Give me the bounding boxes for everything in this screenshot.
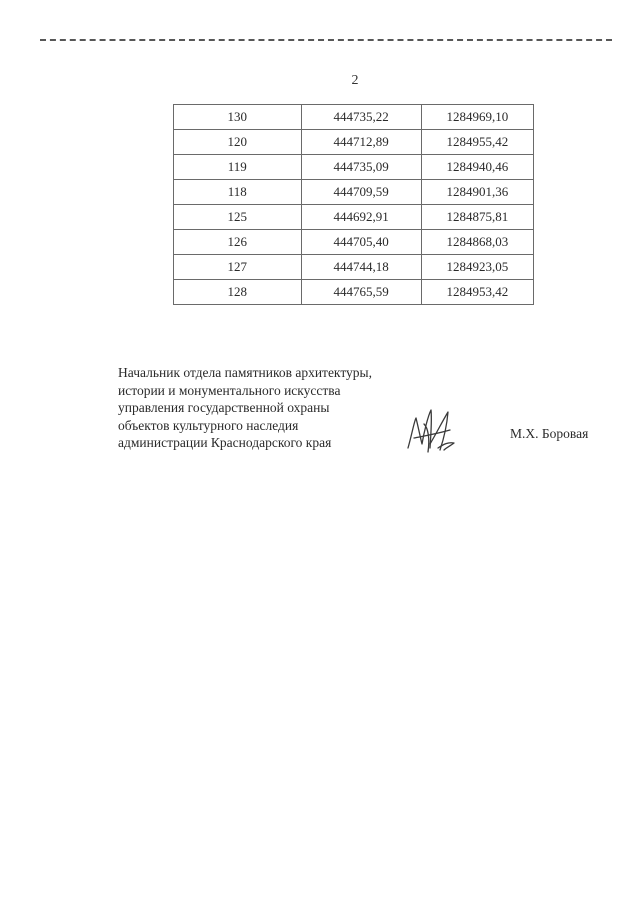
y-coordinate-cell: 1284875,81: [421, 205, 533, 230]
coordinates-table: [173, 104, 534, 305]
point-number-cell: 118: [174, 180, 302, 205]
signatory-title-line: управления государственной охраны: [118, 400, 330, 415]
table-row: [174, 180, 534, 205]
x-coordinate-cell: 444735,22: [301, 105, 421, 130]
point-number-cell: 120: [174, 130, 302, 155]
x-coordinate-cell: 444765,59: [301, 280, 421, 305]
table-row: [174, 105, 534, 130]
table-row: [174, 205, 534, 230]
point-number-cell: 119: [174, 155, 302, 180]
point-number-cell: 130: [174, 105, 302, 130]
table-row: [174, 130, 534, 155]
signatory-title-line: администрации Краснодарского края: [118, 435, 332, 450]
y-coordinate-cell: 1284955,42: [421, 130, 533, 155]
signatory-title-line: объектов культурного наследия: [118, 417, 299, 433]
y-coordinate-cell: 1284969,10: [421, 105, 533, 130]
signer-name: М.Х. Боровая: [510, 426, 589, 441]
table-row: [174, 255, 534, 280]
table-row: [174, 155, 534, 180]
page-number: 2: [351, 73, 359, 88]
signatory-title-block: [118, 364, 398, 452]
y-coordinate-cell: 1284901,36: [421, 180, 533, 205]
table-row: [174, 280, 534, 305]
x-coordinate-cell: 444692,91: [301, 205, 421, 230]
signatory-title-line: истории и монументального искусства: [118, 382, 341, 398]
x-coordinate-cell: 444705,40: [301, 230, 421, 255]
point-number-cell: 125: [174, 205, 302, 230]
y-coordinate-cell: 1284953,42: [421, 280, 533, 305]
signatory-title-line: Начальник отдела памятников архитектуры,: [118, 365, 372, 380]
point-number-cell: 127: [174, 255, 302, 280]
coordinates-table-body: [174, 105, 534, 305]
x-coordinate-cell: 444712,89: [301, 130, 421, 155]
x-coordinate-cell: 444709,59: [301, 180, 421, 205]
point-number-cell: 128: [174, 280, 302, 305]
point-number-cell: 126: [174, 230, 302, 255]
y-coordinate-cell: 1284940,46: [421, 155, 533, 180]
y-coordinate-cell: 1284868,03: [421, 230, 533, 255]
scan-top-rule: [40, 39, 612, 41]
handwritten-signature: [404, 404, 464, 460]
y-coordinate-cell: 1284923,05: [421, 255, 533, 280]
table-row: [174, 230, 534, 255]
x-coordinate-cell: 444735,09: [301, 155, 421, 180]
x-coordinate-cell: 444744,18: [301, 255, 421, 280]
